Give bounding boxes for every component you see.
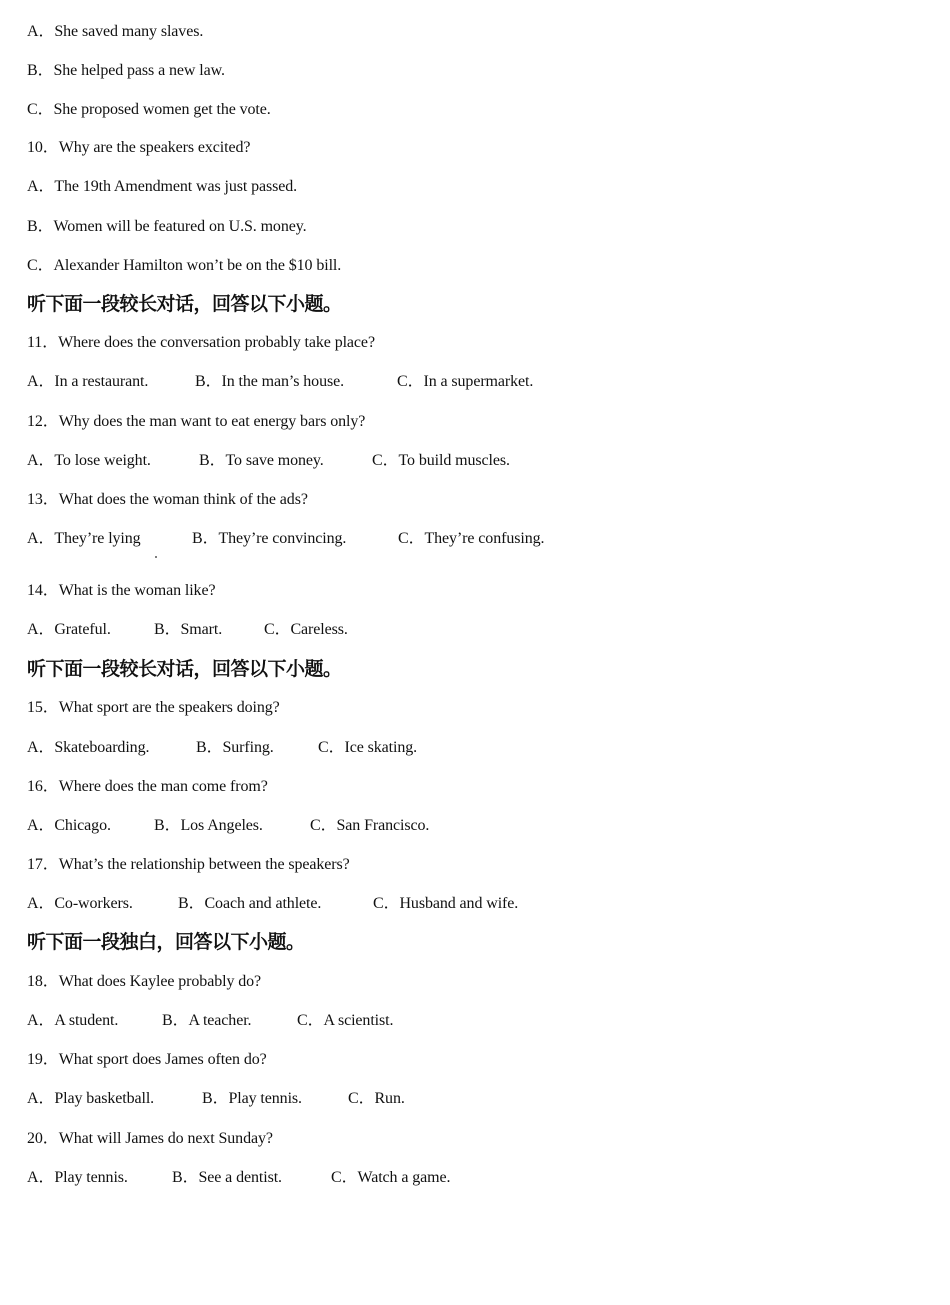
q15-question: 15．What sport are the speakers doing? bbox=[27, 699, 280, 716]
q14-option-c: C．Careless. bbox=[264, 621, 348, 638]
q11-option-b: B．In the man’s house. bbox=[195, 373, 344, 390]
q19-option-c: C．Run. bbox=[348, 1090, 405, 1107]
q12-option-c: C．To build muscles. bbox=[372, 452, 510, 469]
q12-option-b: B．To save money. bbox=[199, 452, 324, 469]
q11-option-c: C．In a supermarket. bbox=[397, 373, 534, 390]
print-speck bbox=[155, 556, 157, 558]
q18-option-c: C．A scientist. bbox=[297, 1012, 394, 1029]
q15-option-a: A．Skateboarding. bbox=[27, 739, 150, 756]
q17-option-a: A．Co-workers. bbox=[27, 895, 133, 912]
q18-question: 18．What does Kaylee probably do? bbox=[27, 973, 262, 990]
q18-option-a: A．A student. bbox=[27, 1012, 119, 1029]
q16-option-c: C．San Francisco. bbox=[310, 817, 430, 834]
q10-question: 10．Why are the speakers excited? bbox=[27, 139, 251, 156]
q9-option-c: C．She proposed women get the vote. bbox=[27, 101, 271, 118]
q15-option-c: C．Ice skating. bbox=[318, 739, 418, 756]
q13-question: 13．What does the woman think of the ads? bbox=[27, 491, 308, 508]
q12-option-a: A．To lose weight. bbox=[27, 452, 151, 469]
q20-option-b: B．See a dentist. bbox=[172, 1169, 282, 1186]
section-heading-3: 听下面一段独白，回答以下小题。 bbox=[27, 931, 305, 953]
q10-option-b: B．Women will be featured on U.S. money. bbox=[27, 218, 307, 235]
q14-option-a: A．Grateful. bbox=[27, 621, 111, 638]
q19-option-b: B．Play tennis. bbox=[202, 1090, 302, 1107]
q13-option-c: C．They’re confusing. bbox=[398, 530, 545, 547]
q15-option-b: B．Surfing. bbox=[196, 739, 274, 756]
q20-option-c: C．Watch a game. bbox=[331, 1169, 451, 1186]
q10-option-c: C．Alexander Hamilton won’t be on the $10 bill. bbox=[27, 257, 342, 274]
section-heading-1: 听下面一段较长对话，回答以下小题。 bbox=[27, 293, 342, 315]
q16-option-a: A．Chicago. bbox=[27, 817, 111, 834]
q10-option-a: A．The 19th Amendment was just passed. bbox=[27, 178, 298, 195]
q17-option-b: B．Coach and athlete. bbox=[178, 895, 322, 912]
q18-option-b: B．A teacher. bbox=[162, 1012, 252, 1029]
q11-question: 11．Where does the conversation probably take place? bbox=[27, 334, 375, 351]
q17-option-c: C．Husband and wife. bbox=[373, 895, 519, 912]
q16-question: 16．Where does the man come from? bbox=[27, 778, 268, 795]
q20-option-a: A．Play tennis. bbox=[27, 1169, 128, 1186]
q16-option-b: B．Los Angeles. bbox=[154, 817, 263, 834]
q19-option-a: A．Play basketball. bbox=[27, 1090, 155, 1107]
q19-question: 19．What sport does James often do? bbox=[27, 1051, 267, 1068]
q17-question: 17．What’s the relationship between the speakers? bbox=[27, 856, 350, 873]
q14-option-b: B．Smart. bbox=[154, 621, 223, 638]
q9-option-b: B．She helped pass a new law. bbox=[27, 62, 225, 79]
q13-option-a: A．They’re lying bbox=[27, 530, 141, 547]
q20-question: 20．What will James do next Sunday? bbox=[27, 1130, 273, 1147]
q14-question: 14．What is the woman like? bbox=[27, 582, 216, 599]
section-heading-2: 听下面一段较长对话，回答以下小题。 bbox=[27, 658, 342, 680]
q11-option-a: A．In a restaurant. bbox=[27, 373, 149, 390]
q12-question: 12．Why does the man want to eat energy bars only? bbox=[27, 413, 366, 430]
q13-option-b: B．They’re convincing. bbox=[192, 530, 347, 547]
q9-option-a: A．She saved many slaves. bbox=[27, 23, 204, 40]
